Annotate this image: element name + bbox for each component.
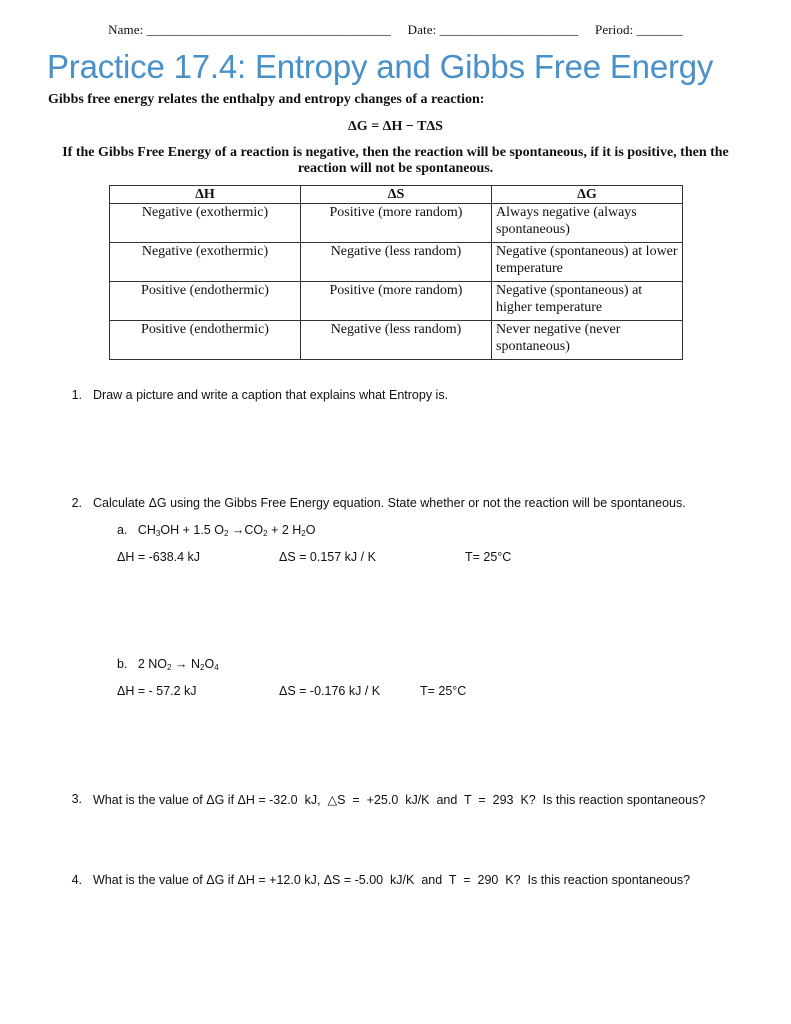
q2b-t: T= 25°C (420, 684, 467, 698)
period-blank[interactable]: _______ (636, 22, 683, 37)
cell-ds: Positive (more random) (301, 282, 492, 321)
period-label: Period: (595, 22, 634, 37)
cell-dh: Negative (exothermic) (110, 204, 301, 243)
header-ds: ΔS (301, 186, 492, 204)
q2a-label: a. (117, 523, 128, 537)
q2a-dh: ΔH = -638.4 kJ (117, 550, 201, 564)
q4-number: 4. (71, 873, 82, 887)
cell-dg: Negative (spontaneous) at lower temperature (492, 243, 683, 282)
q2b-label: b. (117, 657, 128, 671)
table-row (110, 282, 683, 321)
q3-text: What is the value of ΔG if ΔH = -32.0 kJ, △S = +25.0 kJ/K and T = 293 K? Is this reaction spontaneous? (93, 793, 706, 807)
q3-number: 3. (71, 792, 82, 806)
q2a-t: T= 25°C (465, 550, 512, 564)
header-dh: ΔH (110, 186, 301, 204)
cell-dg: Always negative (always spontaneous) (492, 204, 683, 243)
cell-dh: Positive (endothermic) (110, 282, 301, 321)
q4-text: What is the value of ΔG if ΔH = +12.0 kJ, ΔS = -5.00 kJ/K and T = 290 K? Is this reaction spontaneous? (93, 873, 691, 887)
spontaneity-rule: If the Gibbs Free Energy of a reaction is negative, then the reaction will be spontaneous, if it is positive, then the reaction will not be spontaneous. (62, 145, 729, 176)
table-row (110, 204, 683, 243)
cell-dh: Positive (endothermic) (110, 321, 301, 360)
header-dg: ΔG (492, 186, 683, 204)
cell-dh: Negative (exothermic) (110, 243, 301, 282)
cell-ds: Negative (less random) (301, 243, 492, 282)
q2-text: Calculate ΔG using the Gibbs Free Energy equation. State whether or not the reaction will be spontaneous. (93, 496, 686, 510)
arrow-icon: → (174, 657, 188, 671)
gibbs-table (109, 185, 683, 360)
cell-ds: Positive (more random) (301, 204, 492, 243)
q2b-ds: ΔS = -0.176 kJ / K (279, 684, 381, 698)
q1-number: 1. (71, 388, 82, 402)
q1-text: Draw a picture and write a caption that explains what Entropy is. (93, 388, 449, 402)
header-fields (0, 22, 791, 38)
q2a-ds: ΔS = 0.157 kJ / K (279, 550, 376, 564)
arrow-icon: → (231, 523, 245, 537)
name-label: Name: (108, 22, 144, 37)
date-blank[interactable]: _____________________ (439, 22, 579, 37)
q2-number: 2. (71, 496, 82, 510)
gibbs-equation: ΔG = ΔH − TΔS (348, 119, 443, 134)
q2b-reaction: b. 2 $NO_2 \to N_2O_4$ (117, 657, 219, 672)
table-row (110, 321, 683, 360)
table-header-row (110, 186, 683, 204)
q2a-reaction: a. $CH_3OH + 1.5$ $O_2 \to CO_2 + 2$ $H_2O$ (117, 523, 316, 538)
name-blank[interactable]: _____________________________________ (146, 22, 391, 37)
table-row (110, 243, 683, 282)
q2b-dh: ΔH = - 57.2 kJ (117, 684, 197, 698)
date-label: Date: (407, 22, 437, 37)
page-title: Practice 17.4: Entropy and Gibbs Free Energy (47, 48, 714, 85)
cell-dg: Never negative (never spontaneous) (492, 321, 683, 360)
cell-ds: Negative (less random) (301, 321, 492, 360)
intro-text: Gibbs free energy relates the enthalpy and entropy changes of a reaction: (48, 92, 485, 107)
cell-dg: Negative (spontaneous) at higher temperature (492, 282, 683, 321)
